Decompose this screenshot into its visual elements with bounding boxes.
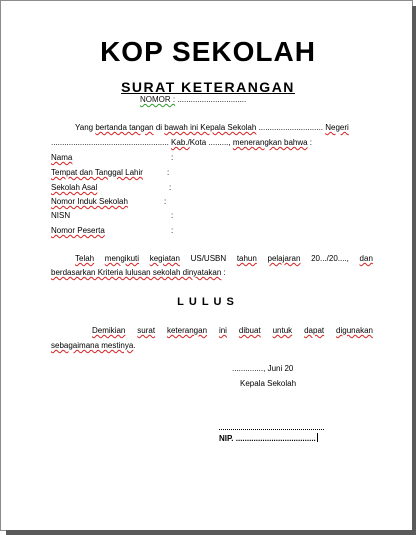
field-colon: : — [171, 153, 174, 162]
body-word: dan — [359, 254, 373, 263]
page-shadow-bottom — [6, 530, 416, 535]
closing-word: digunakan — [336, 326, 373, 335]
letter-number — [140, 95, 246, 104]
body-word: 20.../20...., — [311, 254, 349, 263]
intro-text: menerangkan bahwa — [232, 138, 308, 147]
closing-text: sebagaimana mestinya — [51, 341, 134, 350]
field-label-school: Sekolah Asal — [51, 183, 98, 192]
result-status: LULUS — [177, 296, 239, 308]
body-text: : — [221, 268, 226, 277]
body-word: Telah — [75, 254, 95, 263]
intro-text: bertanda tangan — [95, 123, 154, 132]
date-line: .............., Juni 20 — [232, 364, 294, 373]
nip-line — [219, 433, 318, 443]
field-label-nisn: NISN — [51, 211, 71, 220]
body-word: US/USBN — [190, 254, 227, 263]
intro-text: Kab./ — [171, 138, 190, 147]
letter-number-value: ............................... — [177, 95, 247, 104]
intro-line-1 — [75, 123, 349, 132]
intro-text: Negeri — [325, 123, 349, 132]
closing-word: surat — [137, 326, 156, 335]
field-label-nis: Nomor Induk Sekolah — [51, 197, 128, 206]
letter-number-label: NOMOR : — [140, 95, 176, 104]
closing-line-1 — [92, 326, 373, 335]
field-colon: : — [164, 197, 167, 206]
nip-text: NIP. .................................... — [219, 434, 316, 443]
closing-word: Demikian — [92, 326, 126, 335]
field-colon: : — [167, 168, 170, 177]
intro-text: Yang — [75, 123, 96, 132]
letter-title: SURAT KETERANGAN — [121, 79, 295, 95]
body-line-1 — [75, 254, 373, 263]
closing-word: ini — [218, 326, 227, 335]
field-label-birth: Tempat dan Tanggal Lahir — [51, 168, 143, 177]
closing-line-2 — [51, 341, 136, 350]
field-colon: : — [171, 226, 174, 235]
intro-text: bawah ini Kepala Sekolah — [164, 123, 257, 132]
body-word: mengikuti — [104, 254, 140, 263]
closing-word: untuk — [272, 326, 293, 335]
body-word: tahun — [236, 254, 257, 263]
signature-line — [219, 429, 324, 430]
body-text: berdasarkan Kriteria lulusan sekolah dinyatakan — [51, 268, 222, 277]
body-word: kegiatan — [149, 254, 180, 263]
intro-text: ..................................................... — [51, 138, 172, 147]
body-line-2 — [51, 268, 226, 277]
intro-text: ............................. — [256, 123, 326, 132]
signer-title: Kepala Sekolah — [240, 379, 297, 388]
field-colon: : — [171, 211, 174, 220]
closing-word: dibuat — [238, 326, 261, 335]
body-word: pelajaran — [267, 254, 301, 263]
field-label-peserta: Nomor Peserta — [51, 226, 105, 235]
school-letterhead-title: KOP SEKOLAH — [100, 36, 316, 67]
intro-text: Kota ........., — [189, 138, 233, 147]
intro-line-2 — [51, 138, 312, 147]
closing-text: . — [133, 341, 136, 350]
field-colon: : — [169, 183, 172, 192]
text-cursor — [317, 433, 318, 442]
closing-word: dapat — [304, 326, 325, 335]
field-label-nama: Nama — [51, 153, 73, 162]
intro-text: di — [153, 123, 165, 132]
closing-word: keterangan — [166, 326, 208, 335]
intro-text: : — [307, 138, 313, 147]
